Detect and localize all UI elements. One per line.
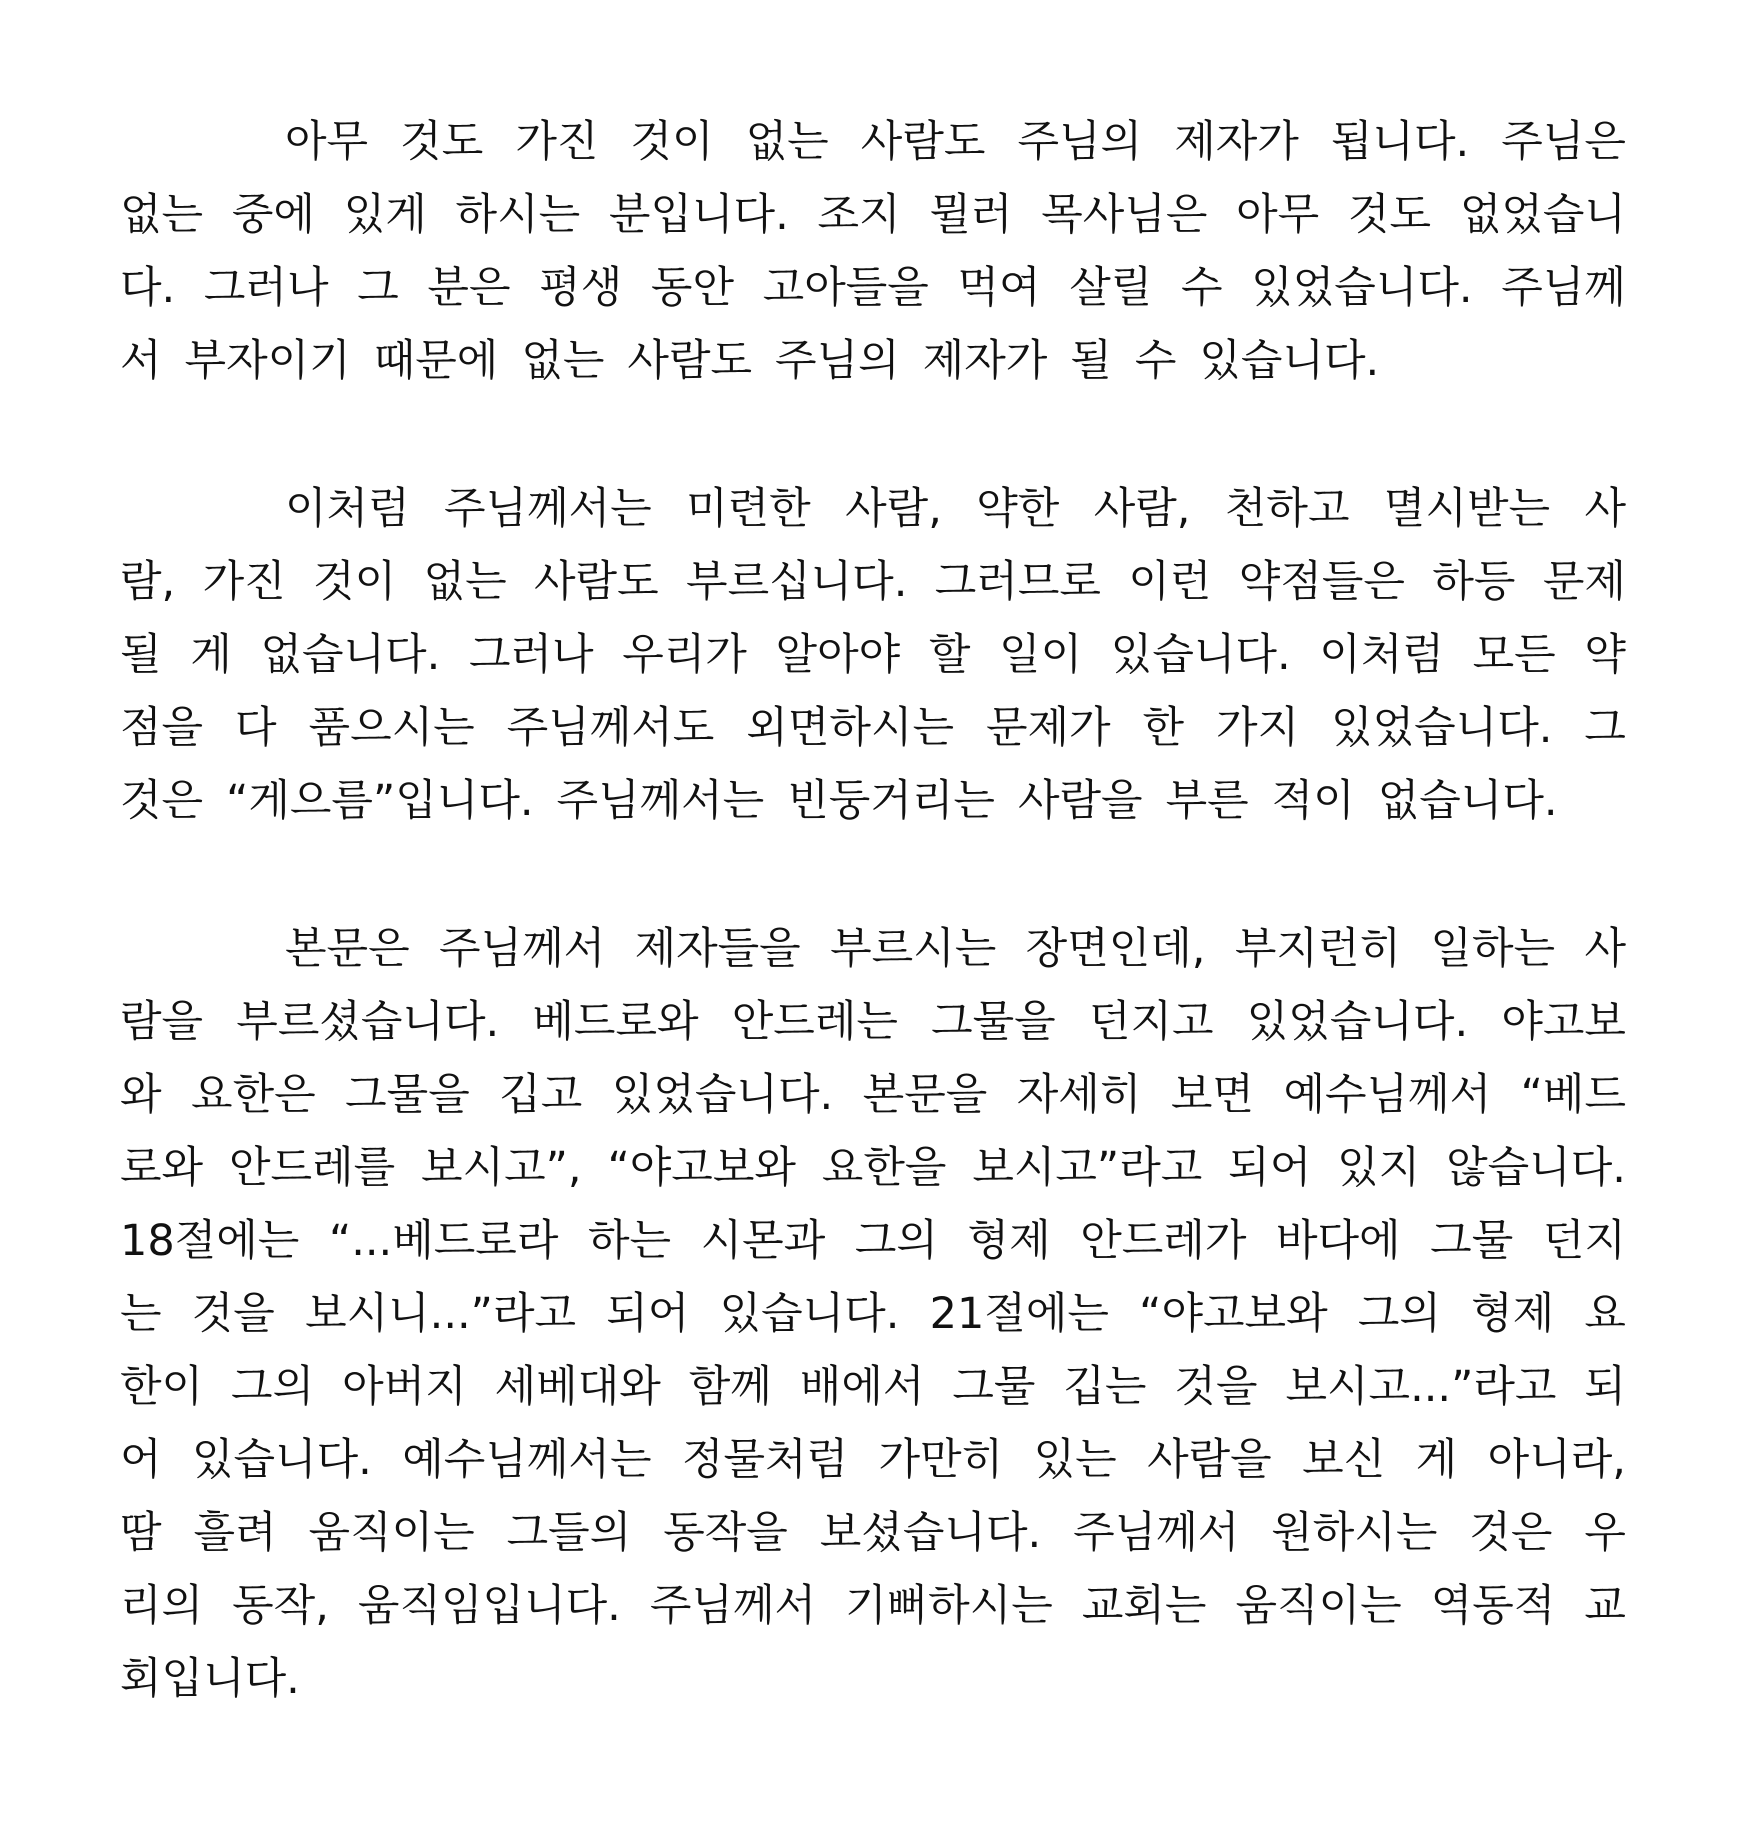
word: 없습니다. (260, 630, 441, 680)
word: 동안 (650, 263, 734, 313)
word: 바다에 (1275, 1216, 1401, 1266)
word: 18절에는 (120, 1216, 300, 1266)
word: 있었습니다. (1251, 263, 1473, 313)
text-line (120, 1643, 1626, 1716)
word: 아니라, (1487, 1435, 1626, 1485)
word: 것도 (400, 117, 484, 167)
word: 먹여 (957, 263, 1041, 313)
word: 그의 (1357, 1289, 1441, 1339)
paragraph-1 (120, 106, 1626, 398)
word: 그 (1584, 703, 1626, 753)
word: 사람도 (627, 336, 753, 386)
text-line (120, 1132, 1626, 1205)
word: “야고보와 (1139, 1289, 1328, 1339)
word: 흘려 (193, 1508, 277, 1558)
word: 보면 (1170, 1070, 1254, 1120)
word: 그물을 (931, 997, 1056, 1047)
word: 그물을 (345, 1070, 470, 1120)
word: 다. (120, 263, 176, 313)
text-line (120, 1497, 1626, 1570)
word: 목사님은 (1041, 190, 1208, 240)
word: 됩니다. (1330, 117, 1470, 167)
text-line (120, 1424, 1626, 1497)
text-line (120, 692, 1626, 765)
text-line (120, 106, 1626, 179)
word: 주님께서 (1073, 1508, 1240, 1558)
word: 있습니다. (191, 1435, 372, 1485)
word: 미련한 (686, 484, 811, 534)
word: 중에 (231, 190, 315, 240)
word: 주님께 (1501, 263, 1626, 313)
word: 교회는 (1081, 1581, 1207, 1631)
word: 주님은 (1501, 117, 1626, 167)
word: 제자가 (1174, 117, 1299, 167)
word: 품으시는 (308, 703, 475, 753)
word: 할 (928, 630, 971, 680)
paragraph-3 (120, 913, 1626, 1716)
word: 않습니다. (1446, 1143, 1626, 1193)
word: 있었습니다. (611, 1070, 834, 1120)
word: 예수님께서 (1283, 1070, 1492, 1120)
word: 요 (1584, 1289, 1626, 1339)
word: 람을 (120, 997, 204, 1047)
word: 없는 (521, 336, 605, 386)
word: 본문을 (862, 1070, 988, 1120)
word: 부르셨습니다. (236, 997, 500, 1047)
word: 요한을 (821, 1143, 947, 1193)
word: 정물처럼 (681, 1435, 849, 1485)
word: 천하고 (1224, 484, 1350, 534)
word: 야고보 (1501, 997, 1626, 1047)
word: 고아들을 (762, 263, 929, 313)
word: 점을 (120, 703, 204, 753)
word: 주님께서는 (556, 776, 765, 826)
word: 수 (1134, 336, 1177, 386)
word: 없는 (423, 557, 507, 607)
word: 있는 (1033, 1435, 1117, 1485)
word: 로와 (120, 1143, 204, 1193)
word: 형제 (967, 1216, 1051, 1266)
word: 일하는 (1430, 924, 1556, 974)
text-line (120, 1570, 1626, 1643)
word: 자세히 (1016, 1070, 1142, 1120)
word: 약점들은 (1238, 557, 1405, 607)
word: 는 (120, 1289, 162, 1339)
word: 빈둥거리는 (787, 776, 995, 826)
word: 깁는 (1063, 1362, 1147, 1412)
word: 한 (1142, 703, 1185, 753)
text-line (120, 252, 1626, 325)
word: 가지 (1216, 703, 1300, 753)
word: “야고보와 (607, 1143, 796, 1193)
word: 문제 (1542, 557, 1626, 607)
word: 사람도 (860, 117, 986, 167)
word: 것은 (1469, 1508, 1553, 1558)
word: 분은 (427, 263, 511, 313)
word: 이처럼 (1319, 630, 1444, 680)
text-line (120, 1205, 1626, 1278)
word: 될 (120, 630, 162, 680)
word: 하등 (1432, 557, 1516, 607)
word: 던지 (1542, 1216, 1626, 1266)
word: 부자이기 (184, 336, 351, 386)
word: 부지런히 (1234, 924, 1402, 974)
word: 우 (1584, 1508, 1626, 1558)
paragraph-2 (120, 473, 1626, 838)
word: 주님의 (775, 336, 900, 386)
word: 있게 (343, 190, 427, 240)
word: 살릴 (1069, 263, 1153, 313)
word: 알아야 (775, 630, 901, 680)
text-line (120, 473, 1626, 546)
word: 사 (1584, 924, 1626, 974)
word: 원하시는 (1271, 1508, 1438, 1558)
word: 서 (120, 336, 162, 386)
word: 이런 (1128, 557, 1212, 607)
word: 보시니...”라고 (305, 1289, 577, 1339)
word: 다 (235, 703, 277, 753)
word: 보신 (1302, 1435, 1386, 1485)
word: 없는 (120, 190, 204, 240)
word: 역동적 (1430, 1581, 1556, 1631)
word: 모든 (1472, 630, 1556, 680)
word: 약한 (976, 484, 1060, 534)
word: 것을 (191, 1289, 275, 1339)
word: 사람을 (1147, 1435, 1272, 1485)
word: 것이 (313, 557, 397, 607)
word: 멸시받는 (1383, 484, 1551, 534)
word: 부른 (1165, 776, 1249, 826)
word: 일이 (999, 630, 1083, 680)
word: 사람을 (1017, 776, 1143, 826)
text-line (120, 986, 1626, 1059)
word: 형제 (1471, 1289, 1555, 1339)
word: 되 (1584, 1362, 1626, 1412)
text-line (120, 546, 1626, 619)
word: 회입니다. (120, 1654, 300, 1704)
word: 어 (120, 1435, 162, 1485)
word: “베드 (1520, 1070, 1626, 1120)
word: 때문에 (373, 336, 499, 386)
word: 조지 (817, 190, 901, 240)
word: 있습니다. (719, 1289, 900, 1339)
word: 있습니다. (1199, 336, 1380, 386)
word: 가진 (515, 117, 599, 167)
word: 되어 (606, 1289, 690, 1339)
word: 것은 (120, 776, 204, 826)
word: 땀 (120, 1508, 162, 1558)
text-line (120, 619, 1626, 692)
word: 움직임입니다. (357, 1581, 621, 1631)
word: 동작, (232, 1581, 329, 1631)
word: “...베드로라 (328, 1216, 559, 1266)
word: 제자들을 (634, 924, 801, 974)
word: 주님께서 (439, 924, 606, 974)
word: 제자가 (922, 336, 1048, 386)
word: 될 (1070, 336, 1112, 386)
word: 없었습니 (1459, 190, 1626, 240)
word: 있었습니다. (1331, 703, 1553, 753)
word: 게 (190, 630, 232, 680)
text-line (120, 765, 1626, 838)
text-line (120, 1351, 1626, 1424)
word: 것을 (1174, 1362, 1258, 1412)
word: 사람도 (534, 557, 659, 607)
word: 약 (1584, 630, 1626, 680)
word: 한이 (120, 1362, 204, 1412)
word: 부르십니다. (686, 557, 908, 607)
word: 깁고 (499, 1070, 583, 1120)
word: 리의 (120, 1581, 204, 1631)
word: 아무 (1236, 190, 1320, 240)
word: 그물 (1430, 1216, 1514, 1266)
word: 주님께서 (649, 1581, 817, 1631)
word: 우리가 (622, 630, 747, 680)
word: 있지 (1337, 1143, 1421, 1193)
word: 그 (357, 263, 399, 313)
word: 사람, (1093, 484, 1191, 534)
word: 움직이는 (308, 1508, 475, 1558)
word: 없는 (745, 117, 829, 167)
word: 부르시는 (830, 924, 997, 974)
word: 뮐러 (929, 190, 1013, 240)
word: 분입니다. (608, 190, 789, 240)
word: 있었습니다. (1246, 997, 1469, 1047)
word: 주님께서도 (506, 703, 715, 753)
word: 적이 (1271, 776, 1355, 826)
word: 게 (1415, 1435, 1458, 1485)
word: 가진 (202, 557, 286, 607)
word: 있습니다. (1110, 630, 1291, 680)
word: 그의 (854, 1216, 938, 1266)
word: 것도 (1347, 190, 1432, 240)
word: 안드레는 (731, 997, 898, 1047)
word: 가만히 (878, 1435, 1004, 1485)
word: 교 (1584, 1581, 1626, 1631)
word: 평생 (539, 263, 623, 313)
word: 그러나 (203, 263, 329, 313)
word: 동작을 (663, 1508, 788, 1558)
word: 세베대와 (494, 1362, 661, 1412)
word: 주님의 (1017, 117, 1143, 167)
word: 람, (120, 557, 176, 607)
word: 던지고 (1088, 997, 1214, 1047)
word: 보셨습니다. (819, 1508, 1042, 1558)
word: 안드레를 (228, 1143, 396, 1193)
word: 그물 (952, 1362, 1036, 1412)
word: 21절에는 (929, 1289, 1109, 1339)
word: 베드로와 (532, 997, 699, 1047)
word: 그들의 (506, 1508, 632, 1558)
word: “게으름”입니다. (226, 776, 534, 826)
word: 시몬과 (700, 1216, 826, 1266)
word: 외면하시는 (746, 703, 954, 753)
word: 사 (1584, 484, 1626, 534)
word: 아무 (285, 117, 369, 167)
word: 와 (120, 1070, 162, 1120)
word: 장면인데, (1025, 924, 1206, 974)
word: 함께 (688, 1362, 772, 1412)
text-line (120, 1059, 1626, 1132)
word: 그러나 (468, 630, 594, 680)
word: 문제가 (985, 703, 1111, 753)
word: 예수님께서는 (402, 1435, 652, 1485)
word: 수 (1180, 263, 1223, 313)
word: 배에서 (799, 1362, 925, 1412)
text-line (120, 913, 1626, 986)
word: 움직이는 (1235, 1581, 1402, 1631)
word: 하시는 (455, 190, 581, 240)
word: 보시고”, (421, 1143, 582, 1193)
word: 것이 (630, 117, 714, 167)
word: 이처럼 (285, 484, 410, 534)
word: 그러므로 (934, 557, 1101, 607)
word: 기뻐하시는 (845, 1581, 1053, 1631)
word: 본문은 (285, 924, 410, 974)
text-line (120, 179, 1626, 252)
word: 주님께서는 (444, 484, 652, 534)
word: 하는 (587, 1216, 672, 1266)
text-line (120, 325, 1626, 398)
word: 없습니다. (1377, 776, 1558, 826)
word: 그의 (231, 1362, 315, 1412)
word: 되어 (1228, 1143, 1312, 1193)
word: 사람, (845, 484, 942, 534)
word: 보시고”라고 (972, 1143, 1203, 1193)
word: 보시고...”라고 (1285, 1362, 1557, 1412)
word: 요한은 (191, 1070, 316, 1120)
word: 안드레가 (1080, 1216, 1247, 1266)
word: 아버지 (342, 1362, 467, 1412)
document-page (120, 106, 1626, 1716)
text-line (120, 1278, 1626, 1351)
